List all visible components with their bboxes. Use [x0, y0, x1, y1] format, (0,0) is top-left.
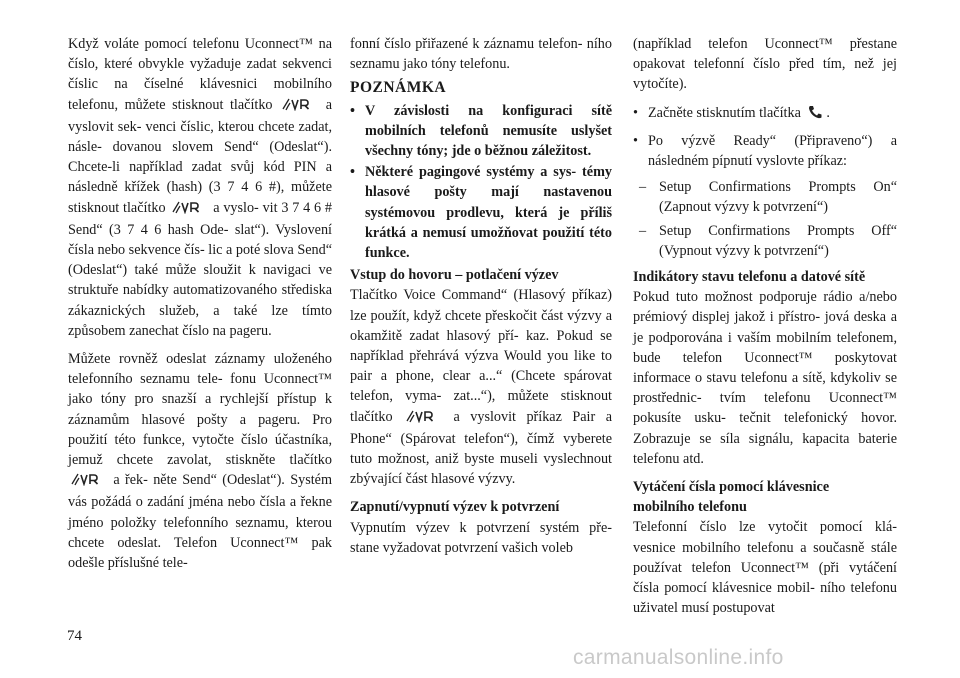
- note-item: • Některé pagingové systémy a sys- témy hlasové pošty mají nastavenou systémovou prodlevu, která je příliš krátká a nemusí umožňovat použití této funkce.: [350, 162, 612, 263]
- watermark: carmanualsonline.info: [573, 646, 784, 669]
- voice-command-icon: [406, 409, 440, 429]
- section-heading: mobilního telefonu: [633, 499, 747, 516]
- text: Tlačítko Voice Command“ (Hlasový příkaz) lze použít, když chcete přeskočit část výzvy a okamžitě zadat hlasový pří- kaz. Pokud se například přehrává výzva Would you like to pair a phone, clear a...“ (Chcete spárovat telefon, vyma- zat...“), můžete stisknout tlačítko: [350, 287, 612, 425]
- text: a vyslovit příkaz Pair a Phone“ (Spárovat telefon“), čímž vyberete tuto možnost, aniž byste museli vyslechnout zbývající část hlasové výzvy.: [350, 408, 612, 488]
- list-item: • Začněte stisknutím tlačítka .: [633, 103, 897, 125]
- paragraph: [68, 34, 332, 341]
- text: Setup Confirmations Prompts On“ (Zapnout výzvy k potvrzení“): [659, 179, 897, 216]
- paragraph: (například telefon Uconnect™ přestane opakovat telefonní číslo před tím, než jej vytočíte).: [633, 36, 897, 93]
- paragraph: Vypnutím výzev k potvrzení systém pře- stane vyžadovat potvrzení vašich voleb: [350, 519, 612, 556]
- text-column-3: [633, 34, 897, 618]
- text: Když voláte pomocí telefonu Uconnect™ na číslo, které obvykle vyžaduje zadat sekvenci číslic na číselné klávesnici mobilního telefonu, můžete stisknout tlačítko: [68, 36, 332, 113]
- text: .: [826, 104, 830, 121]
- text: Po výzvě Ready“ (Připraveno“) a následném pípnutí vyslovte příkaz:: [648, 132, 897, 170]
- note-heading: POZNÁMKA: [350, 79, 447, 97]
- section-heading: Zapnutí/vypnutí výzev k potvrzení: [350, 499, 560, 516]
- phone-icon: [807, 105, 823, 125]
- voice-command-icon: [282, 97, 316, 117]
- voice-command-icon: [172, 200, 206, 220]
- paragraph: fonní číslo přiřazené k záznamu telefon- ního seznamu jako tóny telefonu.: [350, 36, 612, 73]
- list-item: – Setup Confirmations Prompts On“ (Zapnout výzvy k potvrzení“): [633, 177, 897, 217]
- paragraph: Pokud tuto možnost podporuje rádio a/nebo prémiový displej jakož i přístro- jová deska a je podporována i vaším mobilním telefonem, bude telefon Uconnect™ poskytovat informace o stavu telefonu a sítě, kdykoliv se prostřednic- tvím telefonu Uconnect™ pokusíte usku- tečnit telefonický hovor. Zobrazuje se síla signálu, kapacita baterie telefonu atd.: [633, 289, 897, 467]
- section-heading: Vstup do hovoru – potlačení výzev: [350, 267, 559, 284]
- text: Setup Confirmations Prompts Off“ (Vypnout výzvy k potvrzení“): [659, 222, 897, 259]
- text: a vyslovit sek- venci číslic, kterou chcete zadat, násle- dovanou slovem Send“ (Odeslat“). Chcete-li například zadat svůj kód PIN a následně křížek (hash) (3 7 4 6 #), můžete stisknout tlačítko: [68, 96, 332, 216]
- text: a vyslo- vit 3 7 4 6 # Send“ (3 7 4 6 hash Ode- slat“). Vyslovení čísla nebo sekvence čís- lic a poté slova Send“ (Odeslat“) také může sloužit k navigaci ve struktuře nabídky automatizovaného střediska zákaznických služeb, a také lze tímto způsobem zanechat číslo na pageru.: [68, 199, 333, 339]
- note-text: Některé pagingové systémy a sys- témy hlasové pošty mají nastavenou systémovou prodlevu, která je příliš krátká a nemusí umožňovat použití této funkce.: [365, 164, 612, 262]
- list-item: – Setup Confirmations Prompts Off“ (Vypnout výzvy k potvrzení“): [633, 221, 897, 261]
- list-item: • Po výzvě Ready“ (Připraveno“) a následném pípnutí vyslovte příkaz:: [633, 131, 897, 171]
- note-item: • V závislosti na konfiguraci sítě mobilních telefonů nemusíte uslyšet všechny tóny; jde o běžnou záležitost.: [350, 101, 612, 162]
- paragraph: [350, 285, 612, 489]
- page-number: 74: [67, 628, 82, 644]
- voice-command-icon: [71, 472, 105, 492]
- note-text: V závislosti na konfiguraci sítě mobilních telefonů nemusíte uslyšet všechny tóny; jde o běžnou záležitost.: [365, 102, 612, 160]
- text: Začněte stisknutím tlačítka: [648, 104, 801, 121]
- paragraph: [68, 349, 332, 573]
- text-column-1: [68, 34, 332, 581]
- text-column-2: [350, 34, 612, 558]
- section-heading: Indikátory stavu telefonu a datové sítě: [633, 269, 866, 286]
- text: a řek- něte Send“ (Odeslat“). Systém vás požádá o zadání jména nebo čísla a řekne jméno položky telefonního seznamu, kterou chcete odeslat. Telefon Uconnect™ pak odešle příslušné tele-: [68, 472, 332, 572]
- text: Můžete rovněž odeslat záznamy uloženého telefonního seznamu tele- fonu Uconnect™ jako tóny pro snazší a rychlejší přístup k záznamům hlasové pošty a pageru. Pro použití této funkce, vytočte číslo účastníka, jemuž chcete zavolat, stiskněte tlačítko: [68, 351, 332, 469]
- paragraph: Telefonní číslo lze vytočit pomocí klá- vesnice mobilního telefonu a současně stále používat telefon Uconnect™ (při vytáčení čísla pomocí klávesnice mobil- ního telefonu uživatel musí postupovat: [633, 519, 897, 617]
- section-heading: Vytáčení čísla pomocí klávesnice: [633, 479, 830, 496]
